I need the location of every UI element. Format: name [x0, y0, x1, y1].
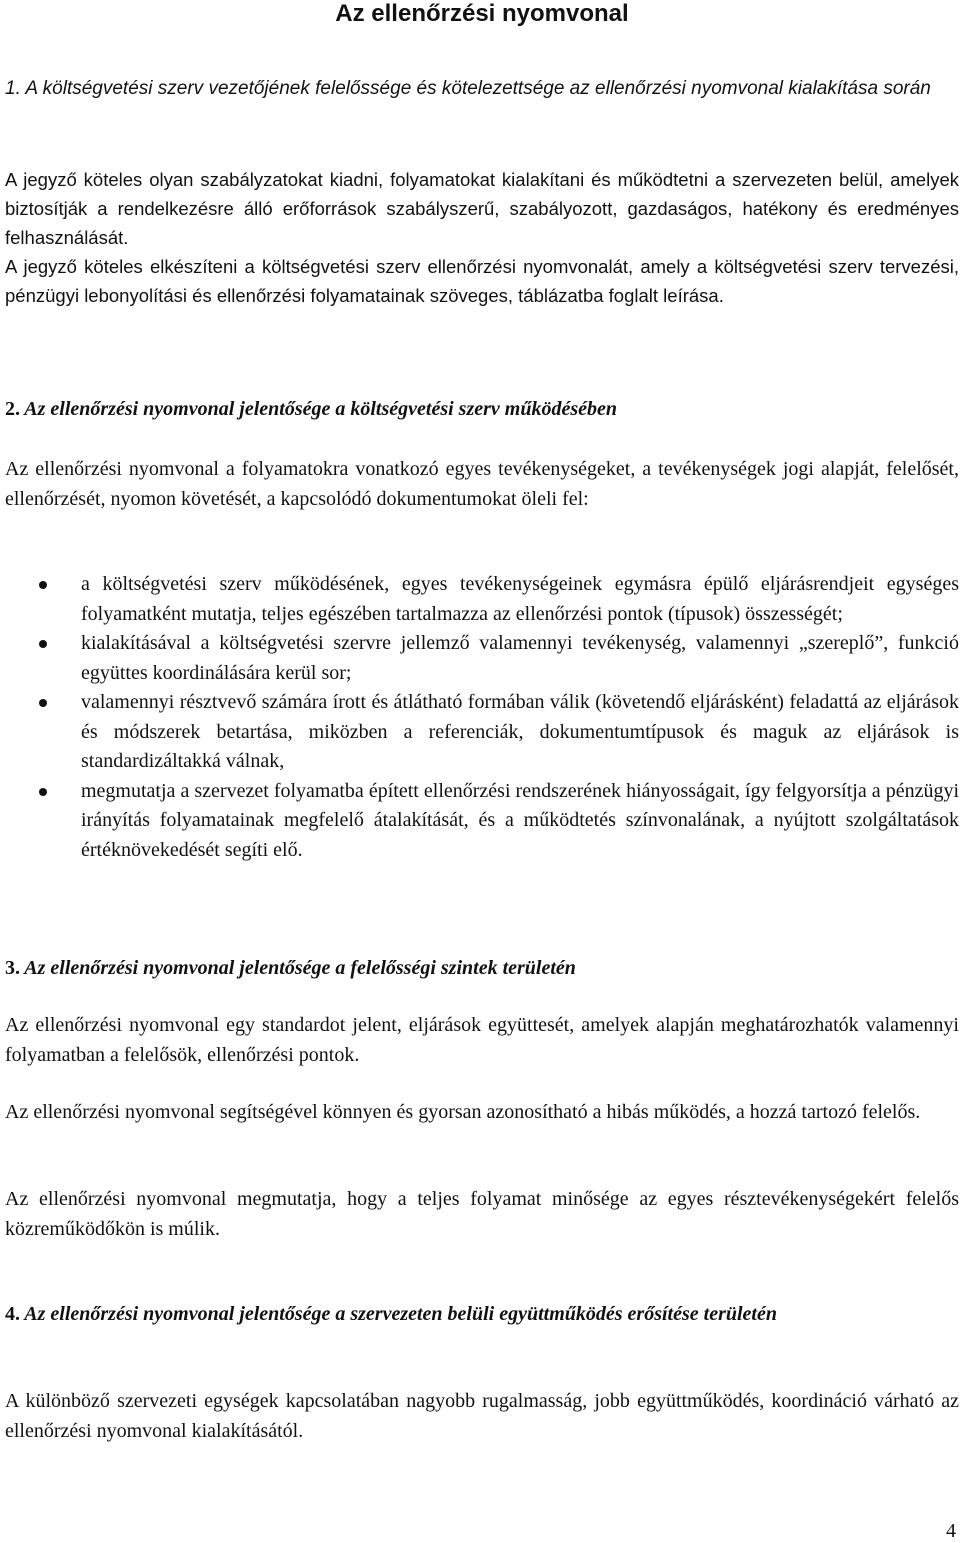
list-item-text: valamennyi résztvevő számára írott és átlátható formában válik (követendő eljárásként) feladattá az eljárások és módszerek betartása, miközben a referenciák, dokumentumtípusok és maguk az eljárások is standardizáltakká válnak, [81, 691, 959, 772]
section-3-number: 3. [5, 957, 20, 979]
section-4-paragraph-1: A különböző szervezeti egységek kapcsolatában nagyobb rugalmasság, jobb együttműködés, koordináció várható az ellenőrzési nyomvonal kialakításától. [5, 1390, 959, 1442]
bullet-icon [39, 640, 47, 648]
list-item-text: megmutatja a szervezet folyamatba épített ellenőrzési rendszerének hiányosságait, így felgyorsítja a pénzügyi irányítás folyamatainak megfelelő átalakítását, és a működtetés színvonalának, a nyújtott szolgáltatások értéknövekedését segíti elő. [81, 779, 959, 861]
section-2-bullet-list [5, 570, 959, 865]
list-item-text: a költségvetési szerv működésének, egyes tevékenységeinek egymásra épülő eljárásrendjeit egységes folyamatként mutatja, teljes egészében tartalmazza az ellenőrzési pontok (típusok) összességét; [81, 573, 959, 625]
section-3-paragraph-1: Az ellenőrzési nyomvonal egy standardot jelent, eljárások együttesét, amelyek alapján meghatározhatók valamennyi folyamatban a felelősök, ellenőrzési pontok. [5, 1014, 959, 1066]
document-title: Az ellenőrzési nyomvonal [335, 0, 629, 27]
page-number: 4 [946, 1520, 956, 1542]
list-item [5, 777, 959, 866]
list-item [5, 570, 959, 629]
section-1-paragraph-2: A jegyző köteles elkészíteni a költségvetési szerv ellenőrzési nyomvonalát, amely a költségvetési szerv tervezési, pénzügyi lebonyolítási és ellenőrzési folyamatainak szöveges, táblázatba foglalt leírása. [5, 256, 959, 306]
section-4-number: 4. [5, 1303, 20, 1325]
section-2-heading [5, 395, 959, 425]
list-item [5, 629, 959, 688]
bullet-icon [39, 699, 47, 707]
section-1-paragraph-1: A jegyző köteles olyan szabályzatokat kiadni, folyamatokat kialakítani és működtetni a szervezeten belül, amelyek biztosítják a rendelkezésre álló erőforrások szabályszerű, szabályozott, gazdaságos, hatékony és eredményes felhasználását. [5, 169, 959, 248]
section-3-title: Az ellenőrzési nyomvonal jelentősége a felelősségi szintek területén [24, 957, 576, 979]
bullet-icon [39, 581, 47, 589]
section-2-number: 2. [5, 398, 20, 420]
list-item-text: kialakításával a költségvetési szervre jellemző valamennyi tevékenység, valamennyi „szereplő”, funkció együttes koordinálására kerül sor; [81, 632, 959, 684]
section-3-paragraph-3: Az ellenőrzési nyomvonal megmutatja, hogy a teljes folyamat minősége az egyes résztevékenységekért felelős közreműködőkön is múlik. [5, 1188, 959, 1240]
section-1-heading: 1. A költségvetési szerv vezetőjének felelőssége és kötelezettsége az ellenőrzési nyomvonal kialakítása során [5, 78, 931, 99]
section-3-paragraph-2: Az ellenőrzési nyomvonal segítségével könnyen és gyorsan azonosítható a hibás működés, a hozzá tartozó felelős. [5, 1101, 921, 1123]
list-item [5, 688, 959, 777]
bullet-icon [39, 788, 47, 796]
section-4-heading [5, 1300, 959, 1330]
section-2-intro: Az ellenőrzési nyomvonal a folyamatokra vonatkozó egyes tevékenységeket, a tevékenységek jogi alapját, felelősét, ellenőrzését, nyomon követését, a kapcsolódó dokumentumokat öleli fel: [5, 458, 959, 510]
section-4-title: Az ellenőrzési nyomvonal jelentősége a szervezeten belüli együttműködés erősítése területén [24, 1303, 777, 1325]
section-3-heading [5, 954, 959, 984]
section-2-title: Az ellenőrzési nyomvonal jelentősége a költségvetési szerv működésében [24, 398, 617, 420]
